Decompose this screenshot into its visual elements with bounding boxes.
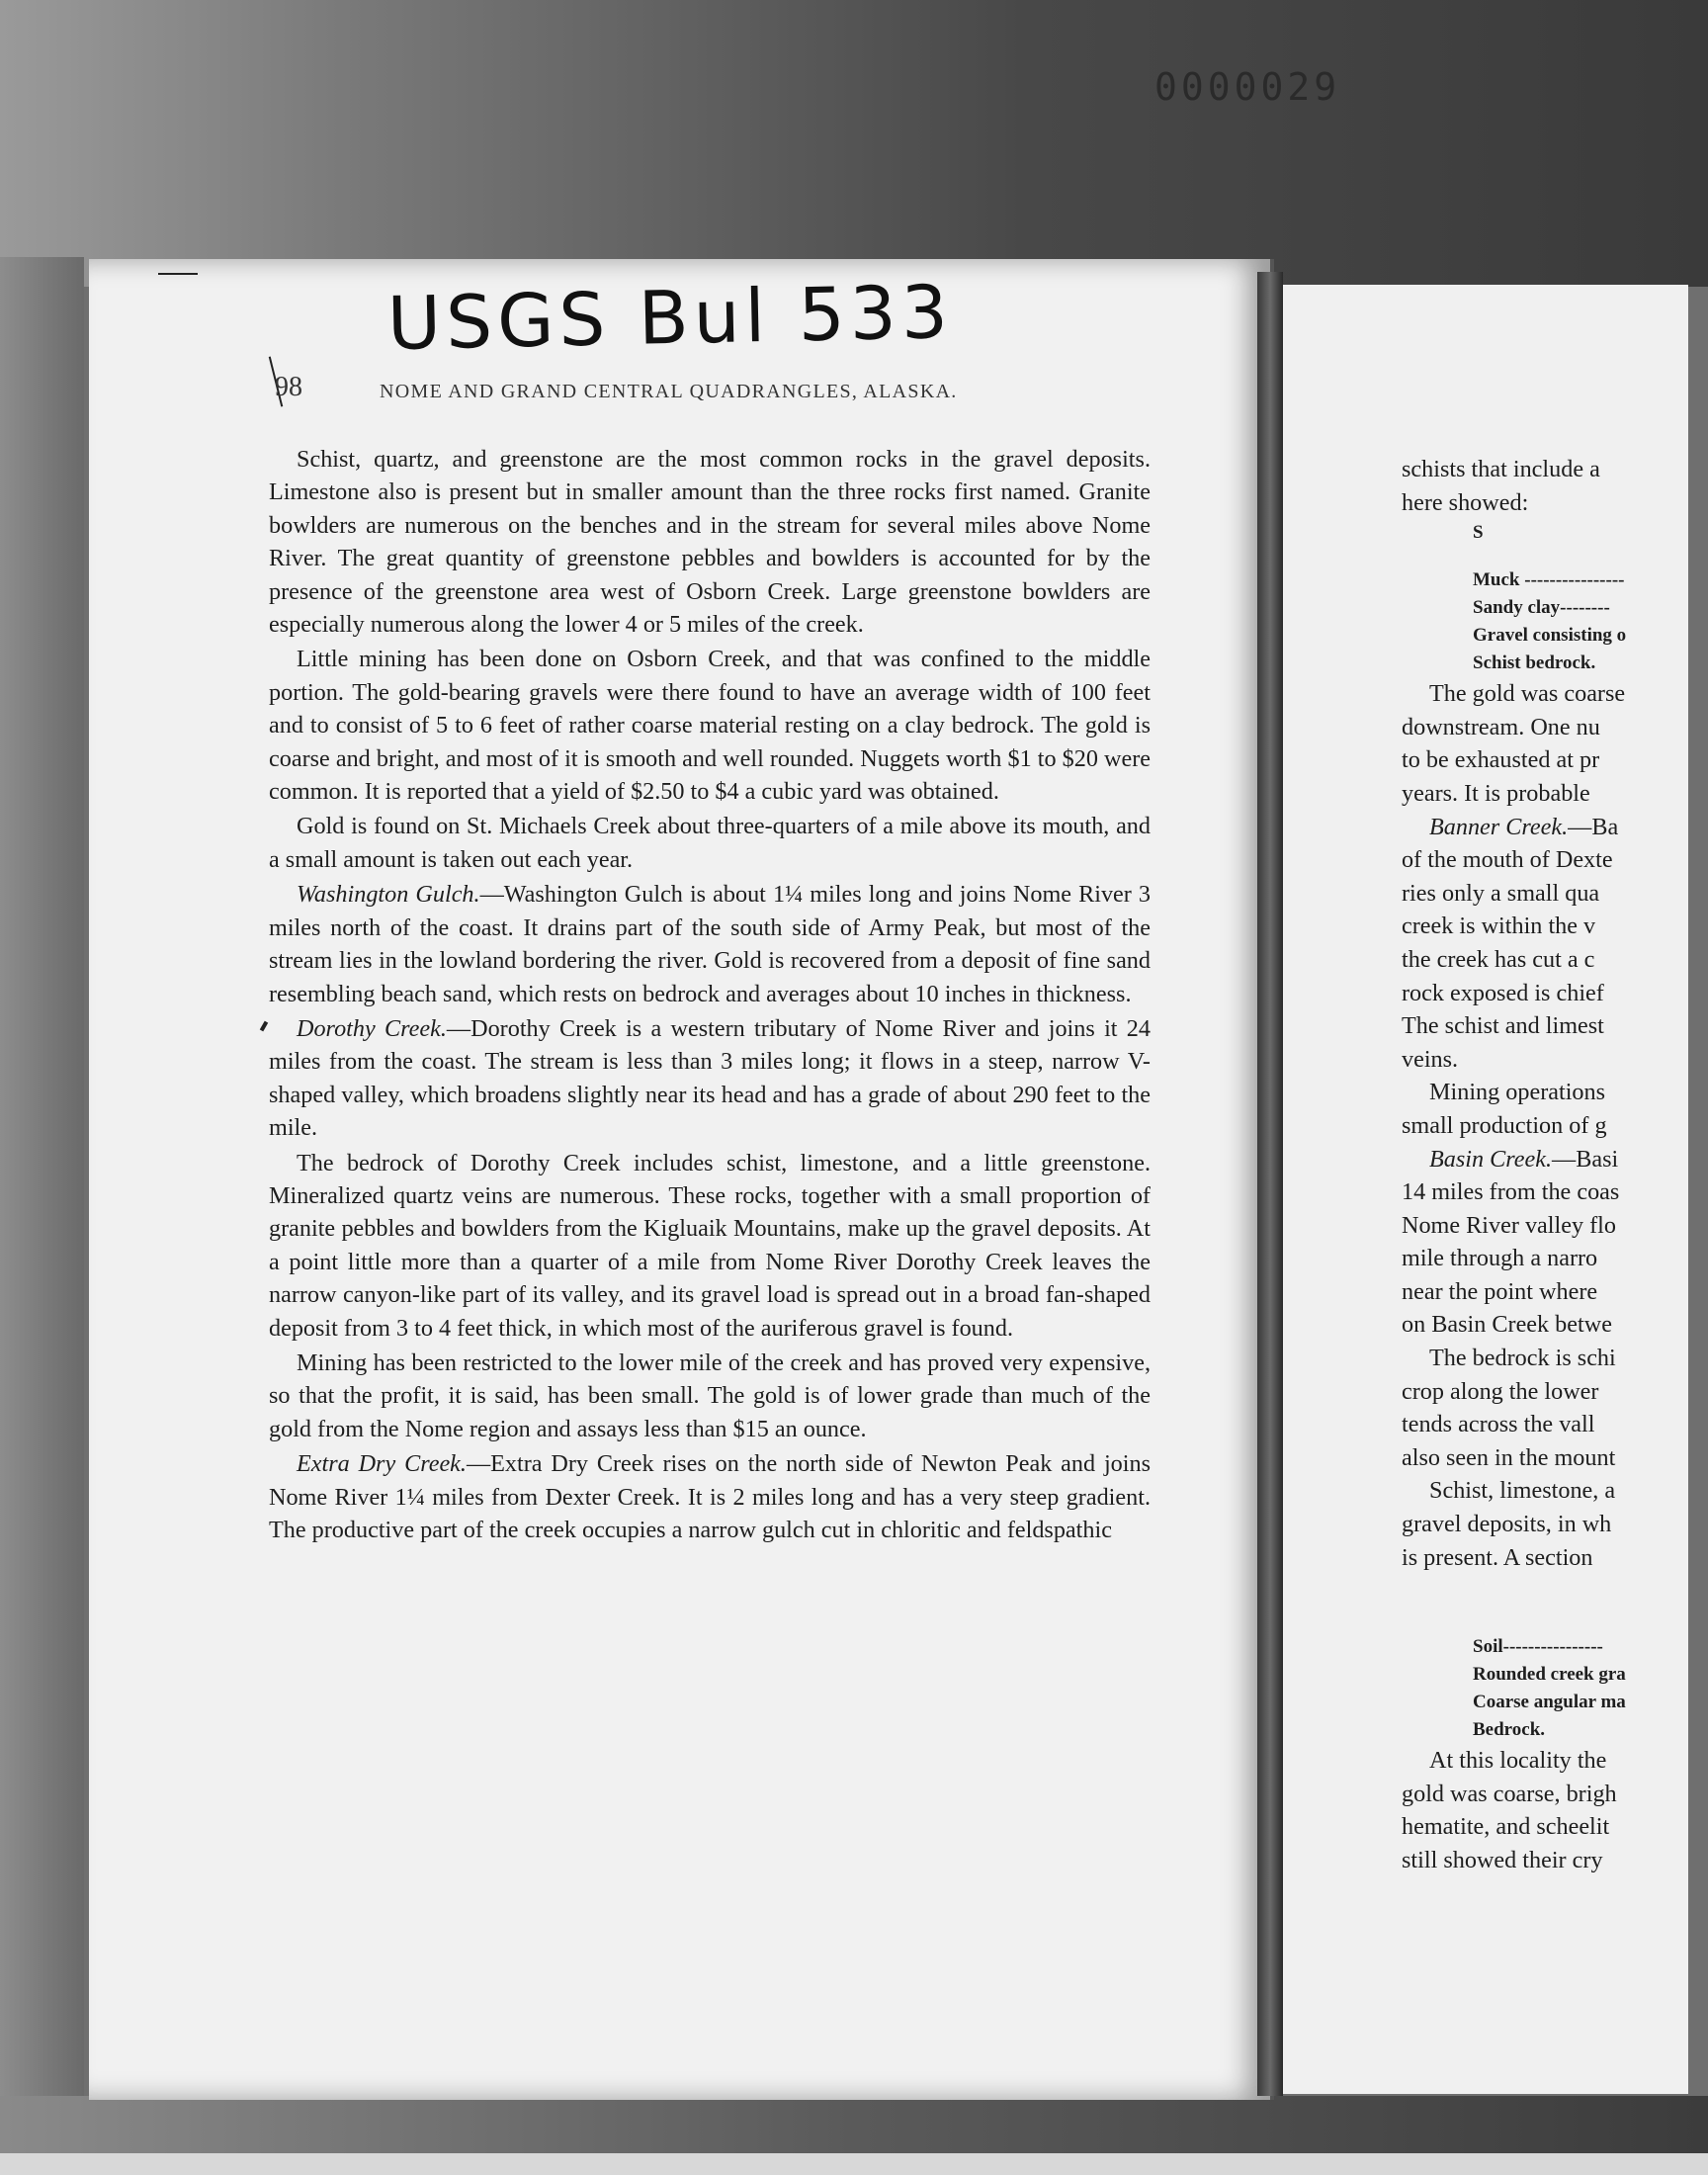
right-page-line: is present. A section (1402, 1543, 1593, 1571)
paragraph-text: Little mining has been done on Osborn Creek, and that was confined to the middle portion. The gold-bearing gravels were there found to have an average width of 100 feet and to consist of 5 to 6 feet of rather coarse material resting on a clay bedrock. The gold is coarse and bright, and most of it is smooth and well rounded. Nuggets worth $1 to $20 were common. It is reported that a yield of $2.50 to $4 a cubic yard was obtained. (269, 646, 1151, 806)
right-page-line: tends across the vall (1402, 1411, 1595, 1438)
right-page-line: still showed their cry (1402, 1847, 1603, 1873)
right-page-line: to be exhausted at pr (1402, 746, 1600, 774)
scan-bottom-strip (0, 2153, 1708, 2175)
right-page-line (1402, 1574, 1698, 1594)
scan-background-left (0, 257, 84, 2175)
right-page-line: Rounded creek gra (1473, 1664, 1626, 1686)
page-number: 98 (275, 372, 302, 402)
paragraph-text: —Extra Dry Creek rises on the north side of Newton Peak and joins Nome River 1¼ miles from Dexter Creek. It is 2 miles long and has a very steep gradient. The productive part of the creek occupies a narrow gulch cut in chloritic and feldspathic (269, 1450, 1151, 1543)
section-heading: Dorothy Creek. (297, 1014, 447, 1042)
right-page-line: The gold was coarse (1429, 680, 1626, 708)
right-page-line: of the mouth of Dexte (1402, 846, 1613, 874)
paragraph (269, 443, 1151, 641)
paragraph (269, 1012, 1151, 1145)
right-page-line: on Basin Creek betwe (1402, 1311, 1612, 1339)
right-page-line (1402, 1613, 1698, 1633)
right-page-line: ries only a small qua (1402, 879, 1600, 907)
right-page-line: Nome River valley flo (1402, 1211, 1616, 1239)
right-page-line: here showed: (1402, 488, 1529, 516)
right-page-line: gold was coarse, brigh (1402, 1780, 1617, 1807)
section-heading: Extra Dry Creek. (297, 1450, 467, 1478)
right-page-line: Schist, limestone, a (1429, 1477, 1616, 1505)
right-page-line: Sandy clay-------- (1473, 597, 1610, 619)
right-page-line: hematite, and scheelit (1402, 1813, 1610, 1841)
paragraph (269, 1447, 1151, 1546)
right-page-line: Gravel consisting o (1473, 625, 1627, 647)
right-page-line: gravel deposits, in wh (1402, 1511, 1612, 1538)
paragraph (269, 1347, 1151, 1445)
paragraph (269, 1147, 1151, 1345)
right-page-line: Coarse angular ma (1473, 1692, 1626, 1713)
paragraph (269, 810, 1151, 876)
section-heading: Basin Creek. (1429, 1145, 1553, 1173)
right-page-line: Mining operations (1429, 1079, 1606, 1106)
right-page-line: Bedrock. (1473, 1719, 1546, 1741)
section-heading: Banner Creek. (1429, 813, 1569, 840)
paragraph (269, 643, 1151, 808)
right-page-line: Soil---------------- (1473, 1636, 1603, 1658)
right-page-line: downstream. One nu (1402, 713, 1600, 740)
right-page-line: At this locality the (1429, 1747, 1607, 1775)
right-page-line: mile through a narro (1402, 1245, 1598, 1272)
paragraph (269, 878, 1151, 1010)
paragraph-text: —Dorothy Creek is a western tributary of Nome River and joins it 24 miles from the coast. The stream is less than 3 miles long; it flows in a steep, narrow V-shaped valley, which broadens slightly near its head and has a grade of about 290 feet to the mile. (269, 1014, 1151, 1142)
paragraph-text: Mining has been restricted to the lower mile of the creek and has proved very expensive, so that the profit, it is said, has been small. The gold is of lower grade than much of the gold from the Nome region and assays less than $15 an ounce. (269, 1348, 1151, 1442)
right-page-line: S (1473, 522, 1484, 544)
paragraph-text: The bedrock of Dorothy Creek includes schist, limestone, and a little greenstone. Mineralized quartz veins are numerous. These rocks, together with a small proportion of granite pebbles and bowlders from the Kigluaik Mountains, make up the gravel deposits. At a point little more than a quarter of a mile from Nome River Dorothy Creek leaves the narrow canyon-like part of its valley, and its gravel load is spread out in a broad fan-shaped deposit from 3 to 4 feet thick, in which most of the auriferous gravel is found. (269, 1149, 1151, 1342)
right-page-line: schists that include a (1402, 456, 1600, 482)
book-gutter (1257, 272, 1283, 2096)
right-page-line: The schist and limest (1402, 1012, 1604, 1040)
scan-background-top (0, 0, 1708, 287)
right-page-line: creek is within the v (1402, 913, 1596, 940)
paragraph-text: Gold is found on St. Michaels Creek about three-quarters of a mile above its mouth, and a small amount is taken out each year. (269, 813, 1151, 873)
right-page-line: Muck ---------------- (1473, 569, 1625, 591)
paragraph-text: Schist, quartz, and greenstone are the most common rocks in the gravel deposits. Limestone also is present but in smaller amount than the three rocks first named. Granite bowlders are numerous on the benches and in the stream for several miles above Nome River. The great quantity of greenstone pebbles and bowlders is accounted for by the presence of the greenstone area west of Osborn Creek. Large greenstone bowlders are especially numerous along the lower 4 or 5 miles of the creek. (269, 446, 1151, 639)
right-page-line: crop along the lower (1402, 1377, 1599, 1405)
right-page-line: years. It is probable (1402, 779, 1590, 807)
section-heading: Washington Gulch. (297, 881, 480, 909)
right-page-line: small production of g (1402, 1111, 1607, 1139)
right-page-line (1402, 1594, 1698, 1613)
right-page-line: also seen in the mount (1402, 1443, 1616, 1471)
handwritten-annotation: USGS Bul 533 (386, 269, 954, 367)
right-page-text (1402, 453, 1698, 1916)
right-page-line: Basin Creek.—Basi (1429, 1145, 1619, 1173)
right-page-line: rock exposed is chief (1402, 979, 1604, 1006)
right-page-line: veins. (1402, 1045, 1459, 1073)
running-head: NOME AND GRAND CENTRAL QUADRANGLES, ALASKA. (380, 381, 958, 402)
right-page-line: near the point where (1402, 1277, 1598, 1305)
paragraph-text: —Washington Gulch is about 1¼ miles long and joins Nome River 3 miles north of the coast. It drains part of the south side of Army Peak, but most of the stream lies in the lowland bordering the river. Gold is recovered from a deposit of fine sand resembling beach sand, which rests on bedrock and averages about 10 inches in thickness. (269, 881, 1151, 1007)
document-number-stamp: 0000029 (1154, 65, 1341, 109)
right-page-line: Banner Creek.—Ba (1429, 813, 1619, 840)
right-page-line: Schist bedrock. (1473, 652, 1596, 674)
pencil-mark (158, 273, 198, 275)
right-page-line: The bedrock is schi (1429, 1345, 1616, 1372)
right-page-line (1402, 547, 1698, 566)
right-page-line: the creek has cut a c (1402, 945, 1595, 973)
body-text (269, 443, 1151, 1906)
right-page-line: 14 miles from the coas (1402, 1178, 1620, 1206)
